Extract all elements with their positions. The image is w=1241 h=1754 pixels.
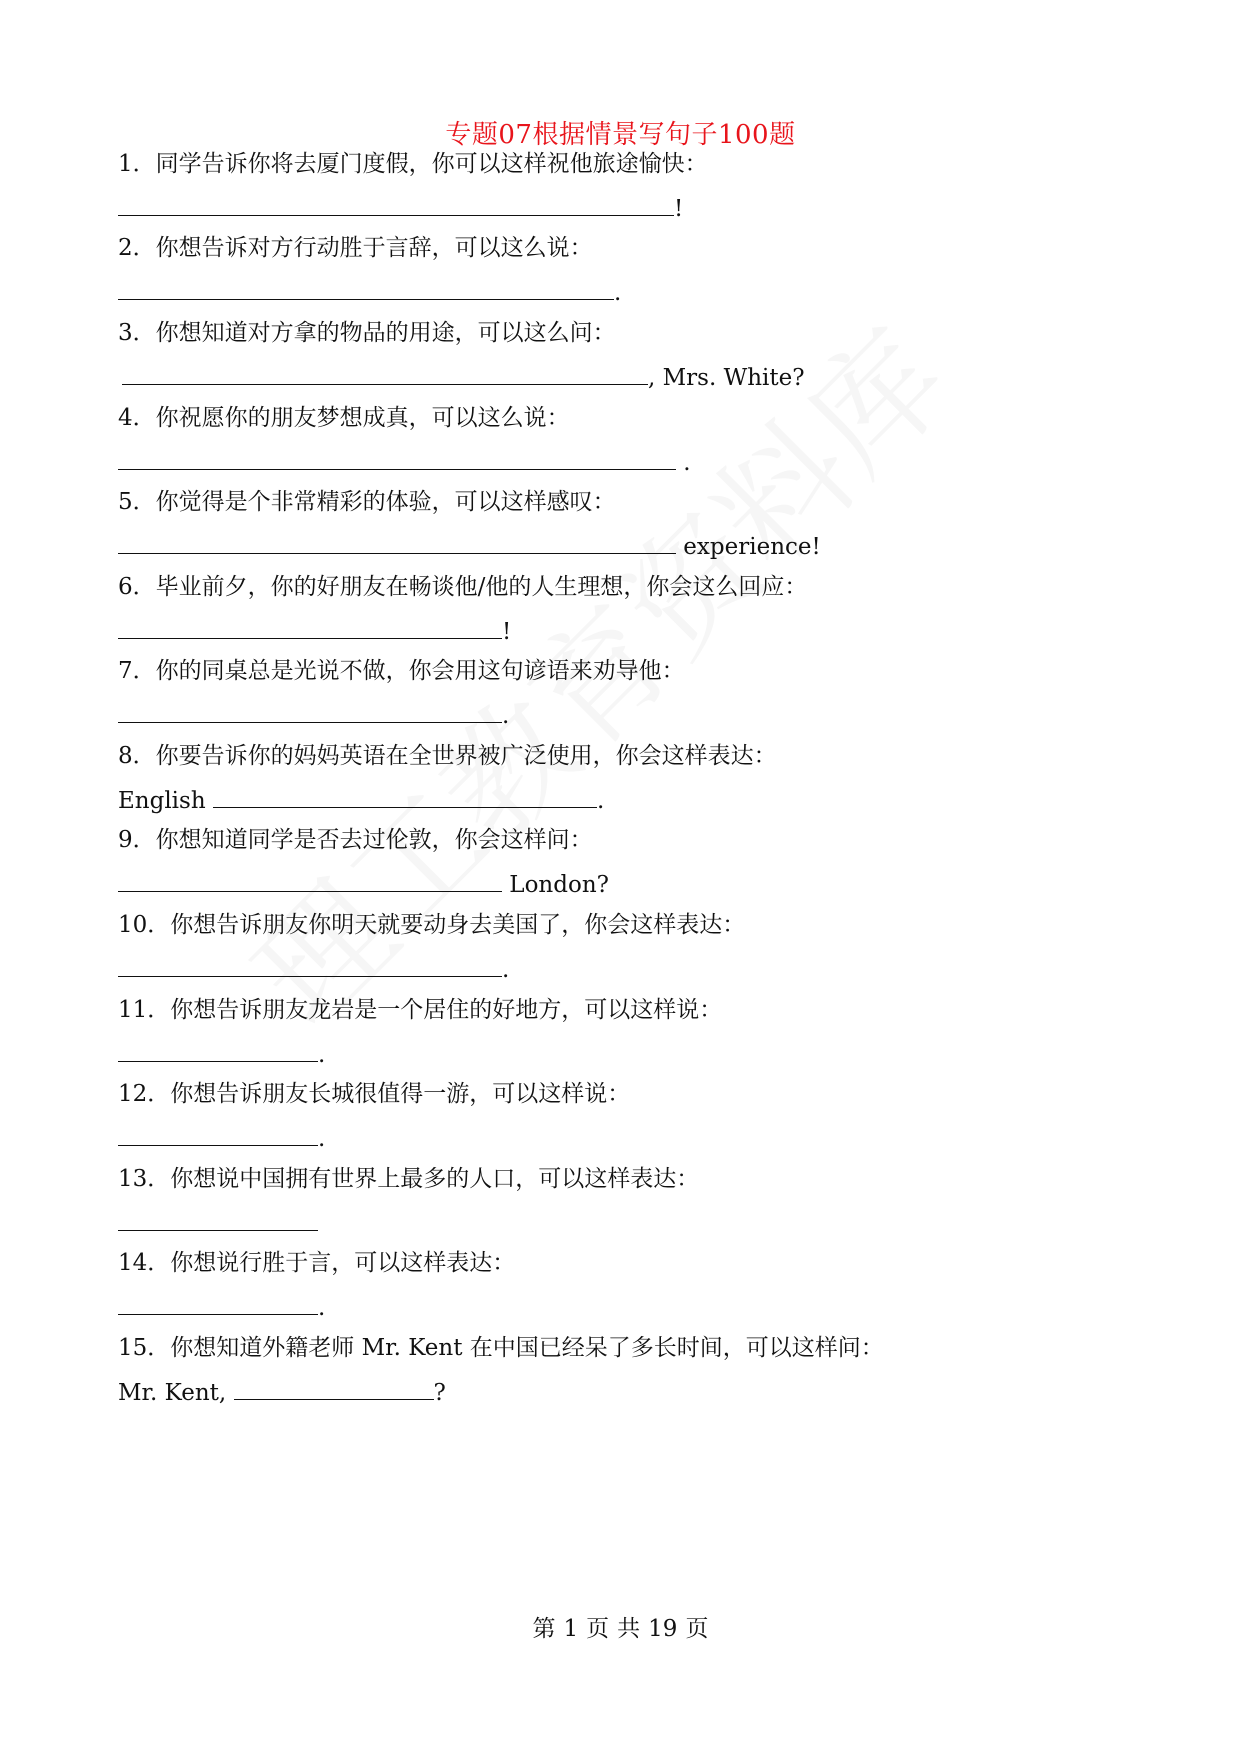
answer-line xyxy=(122,362,805,393)
answer-line xyxy=(118,1039,325,1070)
answer-suffix: . xyxy=(318,1295,326,1321)
question-prompt: 2．你想告诉对方行动胜于言辞，可以这么说： xyxy=(118,235,593,261)
answer-suffix: ! xyxy=(502,619,512,645)
answer-blank[interactable] xyxy=(118,277,614,300)
answer-line xyxy=(118,1123,325,1154)
answer-line xyxy=(118,531,821,562)
answer-blank[interactable] xyxy=(118,700,502,723)
answer-suffix: . xyxy=(318,1126,326,1152)
total-pages-number: 19 xyxy=(648,1616,678,1642)
question-prompt: 13．你想说中国拥有世界上最多的人口，可以这样表达： xyxy=(118,1166,700,1192)
answer-blank[interactable] xyxy=(118,193,674,216)
question-prompt: 11．你想告诉朋友龙岩是一个居住的好地方，可以这样说： xyxy=(118,997,723,1023)
answer-blank[interactable] xyxy=(122,362,648,385)
answer-line xyxy=(118,1377,446,1408)
answer-blank[interactable] xyxy=(118,1208,318,1231)
answer-blank[interactable] xyxy=(213,785,597,808)
answer-line xyxy=(118,1208,318,1239)
page-footer xyxy=(0,1614,1241,1644)
answer-line xyxy=(118,954,509,985)
answer-blank[interactable] xyxy=(118,1039,318,1062)
answer-blank[interactable] xyxy=(234,1377,434,1400)
answer-blank[interactable] xyxy=(118,869,502,892)
page-label: 页 xyxy=(685,1616,709,1642)
answer-blank[interactable] xyxy=(118,954,502,977)
answer-suffix: . xyxy=(596,788,605,814)
page-label: 页 xyxy=(586,1616,610,1642)
question-prompt: 14．你想说行胜于言，可以这样表达： xyxy=(118,1250,516,1276)
question-prompt: 8．你要告诉你的妈妈英语在全世界被广泛使用，你会这样表达： xyxy=(118,743,777,769)
question-prompt: 3．你想知道对方拿的物品的用途，可以这么问： xyxy=(118,320,616,346)
question-prompt: 12．你想告诉朋友长城很值得一游，可以这样说： xyxy=(118,1081,631,1107)
question-prompt: 7．你的同桌总是光说不做，你会用这句谚语来劝导他： xyxy=(118,658,685,684)
answer-blank[interactable] xyxy=(118,616,502,639)
question-prompt: 10．你想告诉朋友你明天就要动身去美国了，你会这样表达： xyxy=(118,912,746,938)
answer-blank[interactable] xyxy=(118,447,676,470)
total-label: 共 xyxy=(617,1616,641,1642)
answer-line xyxy=(118,447,691,478)
answer-suffix: . xyxy=(676,450,691,476)
question-prompt: 6．毕业前夕，你的好朋友在畅谈他/他的人生理想，你会这么回应： xyxy=(118,574,808,600)
document-title: 专题07根据情景写句子100题 xyxy=(445,120,796,150)
answer-suffix: , Mrs. White? xyxy=(648,365,805,391)
question-prompt: 4．你祝愿你的朋友梦想成真，可以这么说： xyxy=(118,405,570,431)
answer-suffix: . xyxy=(318,1042,326,1068)
answer-suffix: ! xyxy=(674,196,684,222)
answer-blank[interactable] xyxy=(118,531,676,554)
question-prompt: 9．你想知道同学是否去过伦敦，你会这样问： xyxy=(118,827,593,853)
answer-blank[interactable] xyxy=(118,1123,318,1146)
answer-suffix: London? xyxy=(502,872,609,898)
answer-line xyxy=(118,869,609,900)
answer-suffix: ? xyxy=(433,1380,446,1406)
answer-suffix: . xyxy=(502,957,510,983)
question-prompt: 15．你想知道外籍老师 Mr. Kent 在中国已经呆了多长时间，可以这样问： xyxy=(118,1335,884,1361)
answer-prefix: English xyxy=(118,788,213,814)
answer-prefix: Mr. Kent, xyxy=(118,1380,234,1406)
question-prompt: 1．同学告诉你将去厦门度假，你可以这样祝他旅途愉快： xyxy=(118,151,708,177)
answer-line xyxy=(118,616,511,647)
page-label: 第 xyxy=(532,1616,556,1642)
answer-suffix: experience! xyxy=(676,534,821,560)
answer-line xyxy=(118,277,621,308)
answer-line xyxy=(118,785,604,816)
answer-line xyxy=(118,700,509,731)
current-page-number: 1 xyxy=(563,1616,579,1642)
answer-line xyxy=(118,1292,325,1323)
answer-suffix: . xyxy=(502,703,510,729)
answer-suffix: . xyxy=(614,280,622,306)
answer-blank[interactable] xyxy=(118,1292,318,1315)
question-prompt: 5．你觉得是个非常精彩的体验，可以这样感叹： xyxy=(118,489,616,515)
answer-line xyxy=(118,193,683,224)
